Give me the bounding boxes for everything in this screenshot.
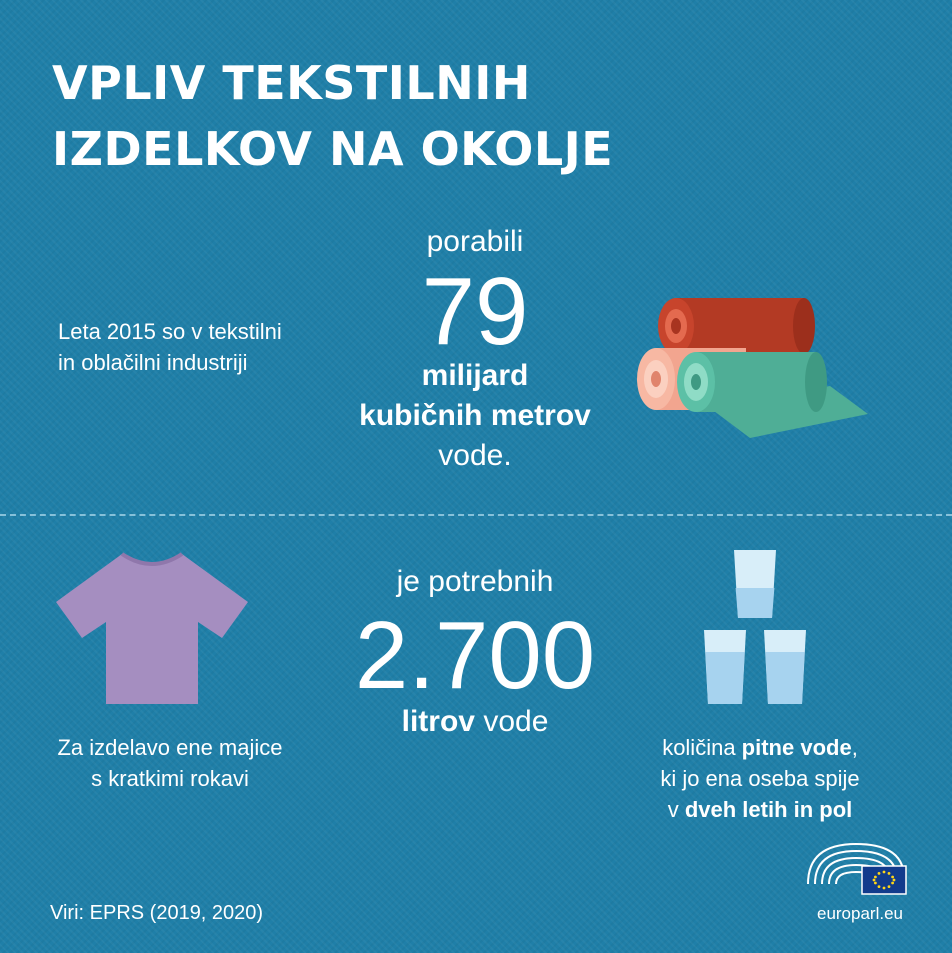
glass-right [764, 630, 806, 704]
caption-line-1: Za izdelavo ene majice [57, 735, 283, 760]
red-roll [658, 298, 815, 354]
intro-line-1: Leta 2015 so v tekstilni [58, 319, 282, 344]
t-shirt-caption [40, 732, 300, 794]
drinking-line-1a: količina [662, 735, 742, 760]
shirt-water-unit [320, 702, 630, 742]
unit-line-2: kubičnih metrov [359, 399, 591, 432]
unit-line-3: vode. [438, 439, 512, 472]
caption-line-2: s kratkimi rokavi [91, 766, 249, 791]
unit-line-1: milijard [421, 359, 529, 392]
drinking-water-caption [620, 732, 900, 825]
section-divider [0, 514, 952, 516]
unit-bold: litrov [401, 705, 475, 738]
drinking-line-3 [620, 794, 900, 825]
title-line-1: VPLIV TEKSTILNIH [52, 56, 531, 110]
drinking-line-3a: v [667, 797, 685, 822]
t-shirt-icon [52, 548, 252, 708]
drinking-line-3b: dveh letih in pol [684, 797, 853, 822]
shirt-water-pre: je potrebnih [396, 565, 554, 598]
water-usage-unit [300, 356, 650, 476]
unit-rest: vode [474, 705, 549, 738]
shirt-water-number: 2.700 [354, 602, 596, 709]
drinking-line-2: ki jo ena oseba spije [660, 766, 860, 791]
drinking-line-1b: pitne vode [741, 735, 852, 760]
glass-top [734, 550, 776, 618]
page-title [52, 50, 692, 182]
site-url: europarl.eu [816, 904, 903, 923]
glass-left [704, 630, 746, 704]
source-text: Viri: EPRS (2019, 2020) [50, 902, 264, 924]
eu-flag [862, 866, 906, 894]
fabric-rolls-icon [630, 290, 880, 450]
title-line-2: IZDELKOV NA OKOLJE [52, 122, 614, 176]
drinking-line-1c: , [851, 735, 858, 760]
european-parliament-logo-icon [806, 838, 908, 896]
intro-line-2: in oblačilni industriji [58, 350, 248, 375]
drinking-line-1 [620, 732, 900, 763]
water-usage-pre: porabili [426, 225, 524, 258]
water-usage-number: 79 [421, 258, 529, 365]
water-glasses-icon [690, 548, 820, 718]
green-roll [677, 352, 827, 412]
